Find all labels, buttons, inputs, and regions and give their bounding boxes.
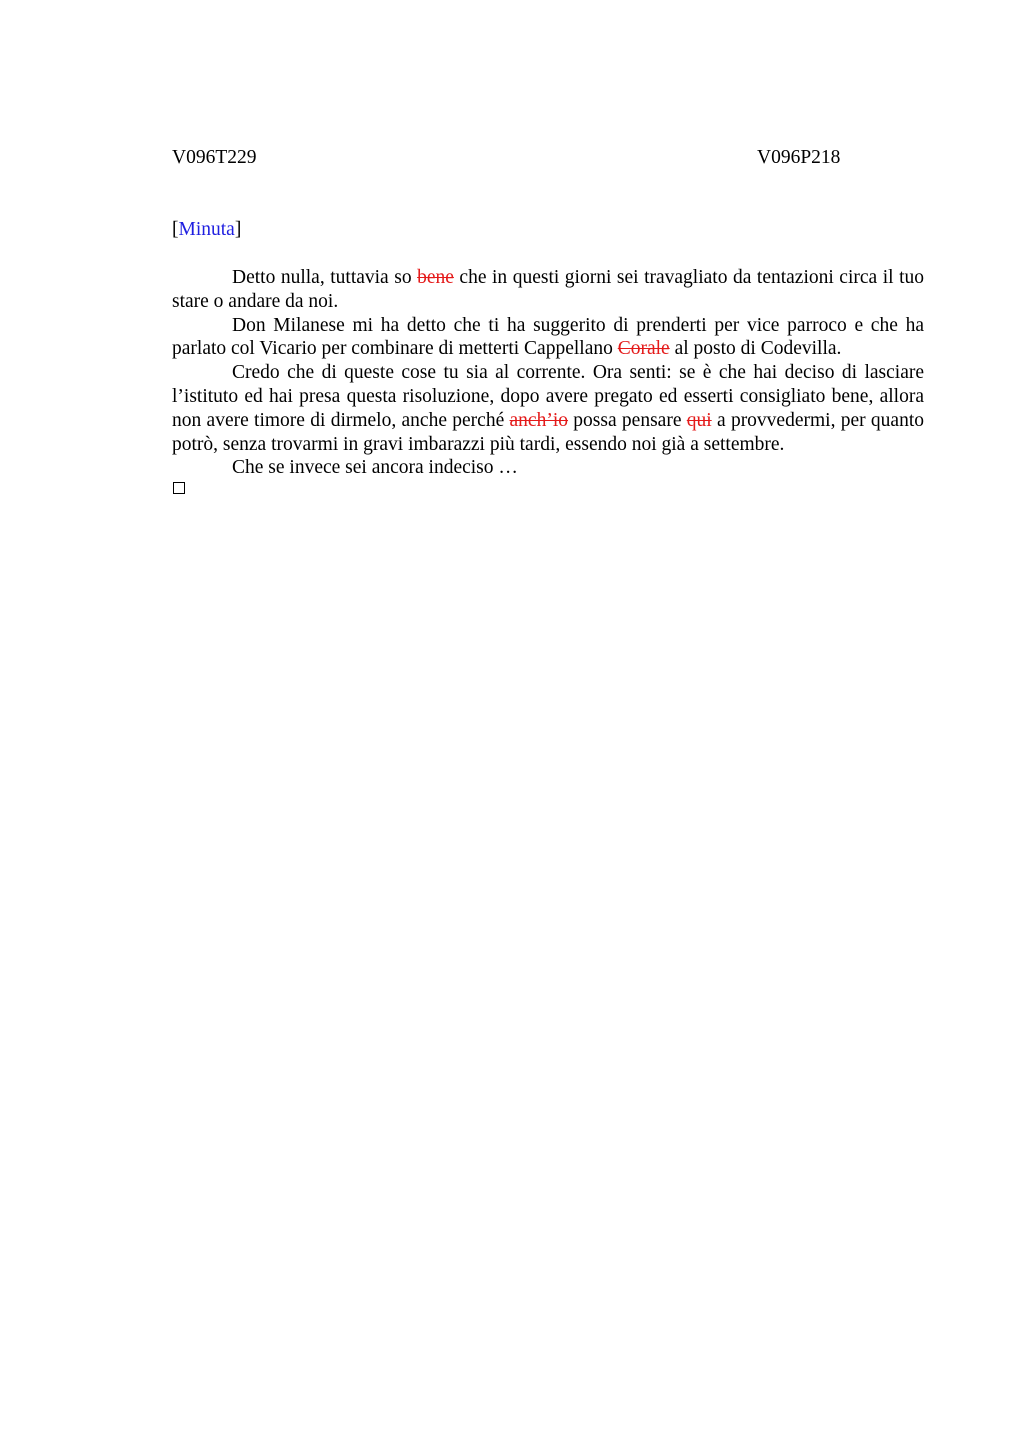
paragraph [172, 361, 924, 456]
deleted-word: qui [686, 409, 712, 431]
close-bracket: ] [234, 219, 242, 240]
square-outline-icon [173, 482, 185, 494]
paragraph-text: Che se invece sei ancora indeciso … [232, 457, 518, 479]
paragraph [172, 314, 924, 362]
open-bracket: [ [172, 219, 179, 240]
paragraph-text: che in questi giorni sei travagliato da tentazioni circa il tuo stare o andare da noi. [172, 267, 924, 312]
paragraph-text: Credo che di queste cose tu sia al corrente. Ora senti: se è che hai deciso di lasciare l’istituto ed hai presa questa risoluzione, dopo avere pregato ed esserti consigliato bene, allora non avere timore di dirmelo, anche perché [172, 362, 924, 431]
paragraph-text: a provvedermi, per quanto potrò, senza trovarmi in gravi imbarazzi più tardi, essendo noi già a settembre. [172, 409, 925, 455]
document-code-right: V096P218 [757, 147, 841, 168]
deleted-word: bene [417, 267, 454, 288]
deleted-word: anch’io [509, 409, 569, 431]
letter-body [172, 266, 924, 480]
paragraph-text: Detto nulla, tuttavia so [232, 267, 418, 288]
paragraph [172, 266, 924, 314]
document-code-left: V096T229 [172, 147, 257, 168]
paragraph-text: possa pensare [568, 409, 687, 431]
paragraph-text: Don Milanese mi ha detto che ti ha suggerito di prenderti per vice parroco e che ha parlato col Vicario per combinare di metterti Cappellano [172, 314, 924, 360]
draft-label-text: Minuta [178, 219, 235, 240]
paragraph [172, 456, 924, 480]
draft-label [172, 218, 241, 242]
paragraph-text: al posto di Codevilla. [669, 338, 842, 360]
deleted-word: Corale [617, 338, 670, 360]
